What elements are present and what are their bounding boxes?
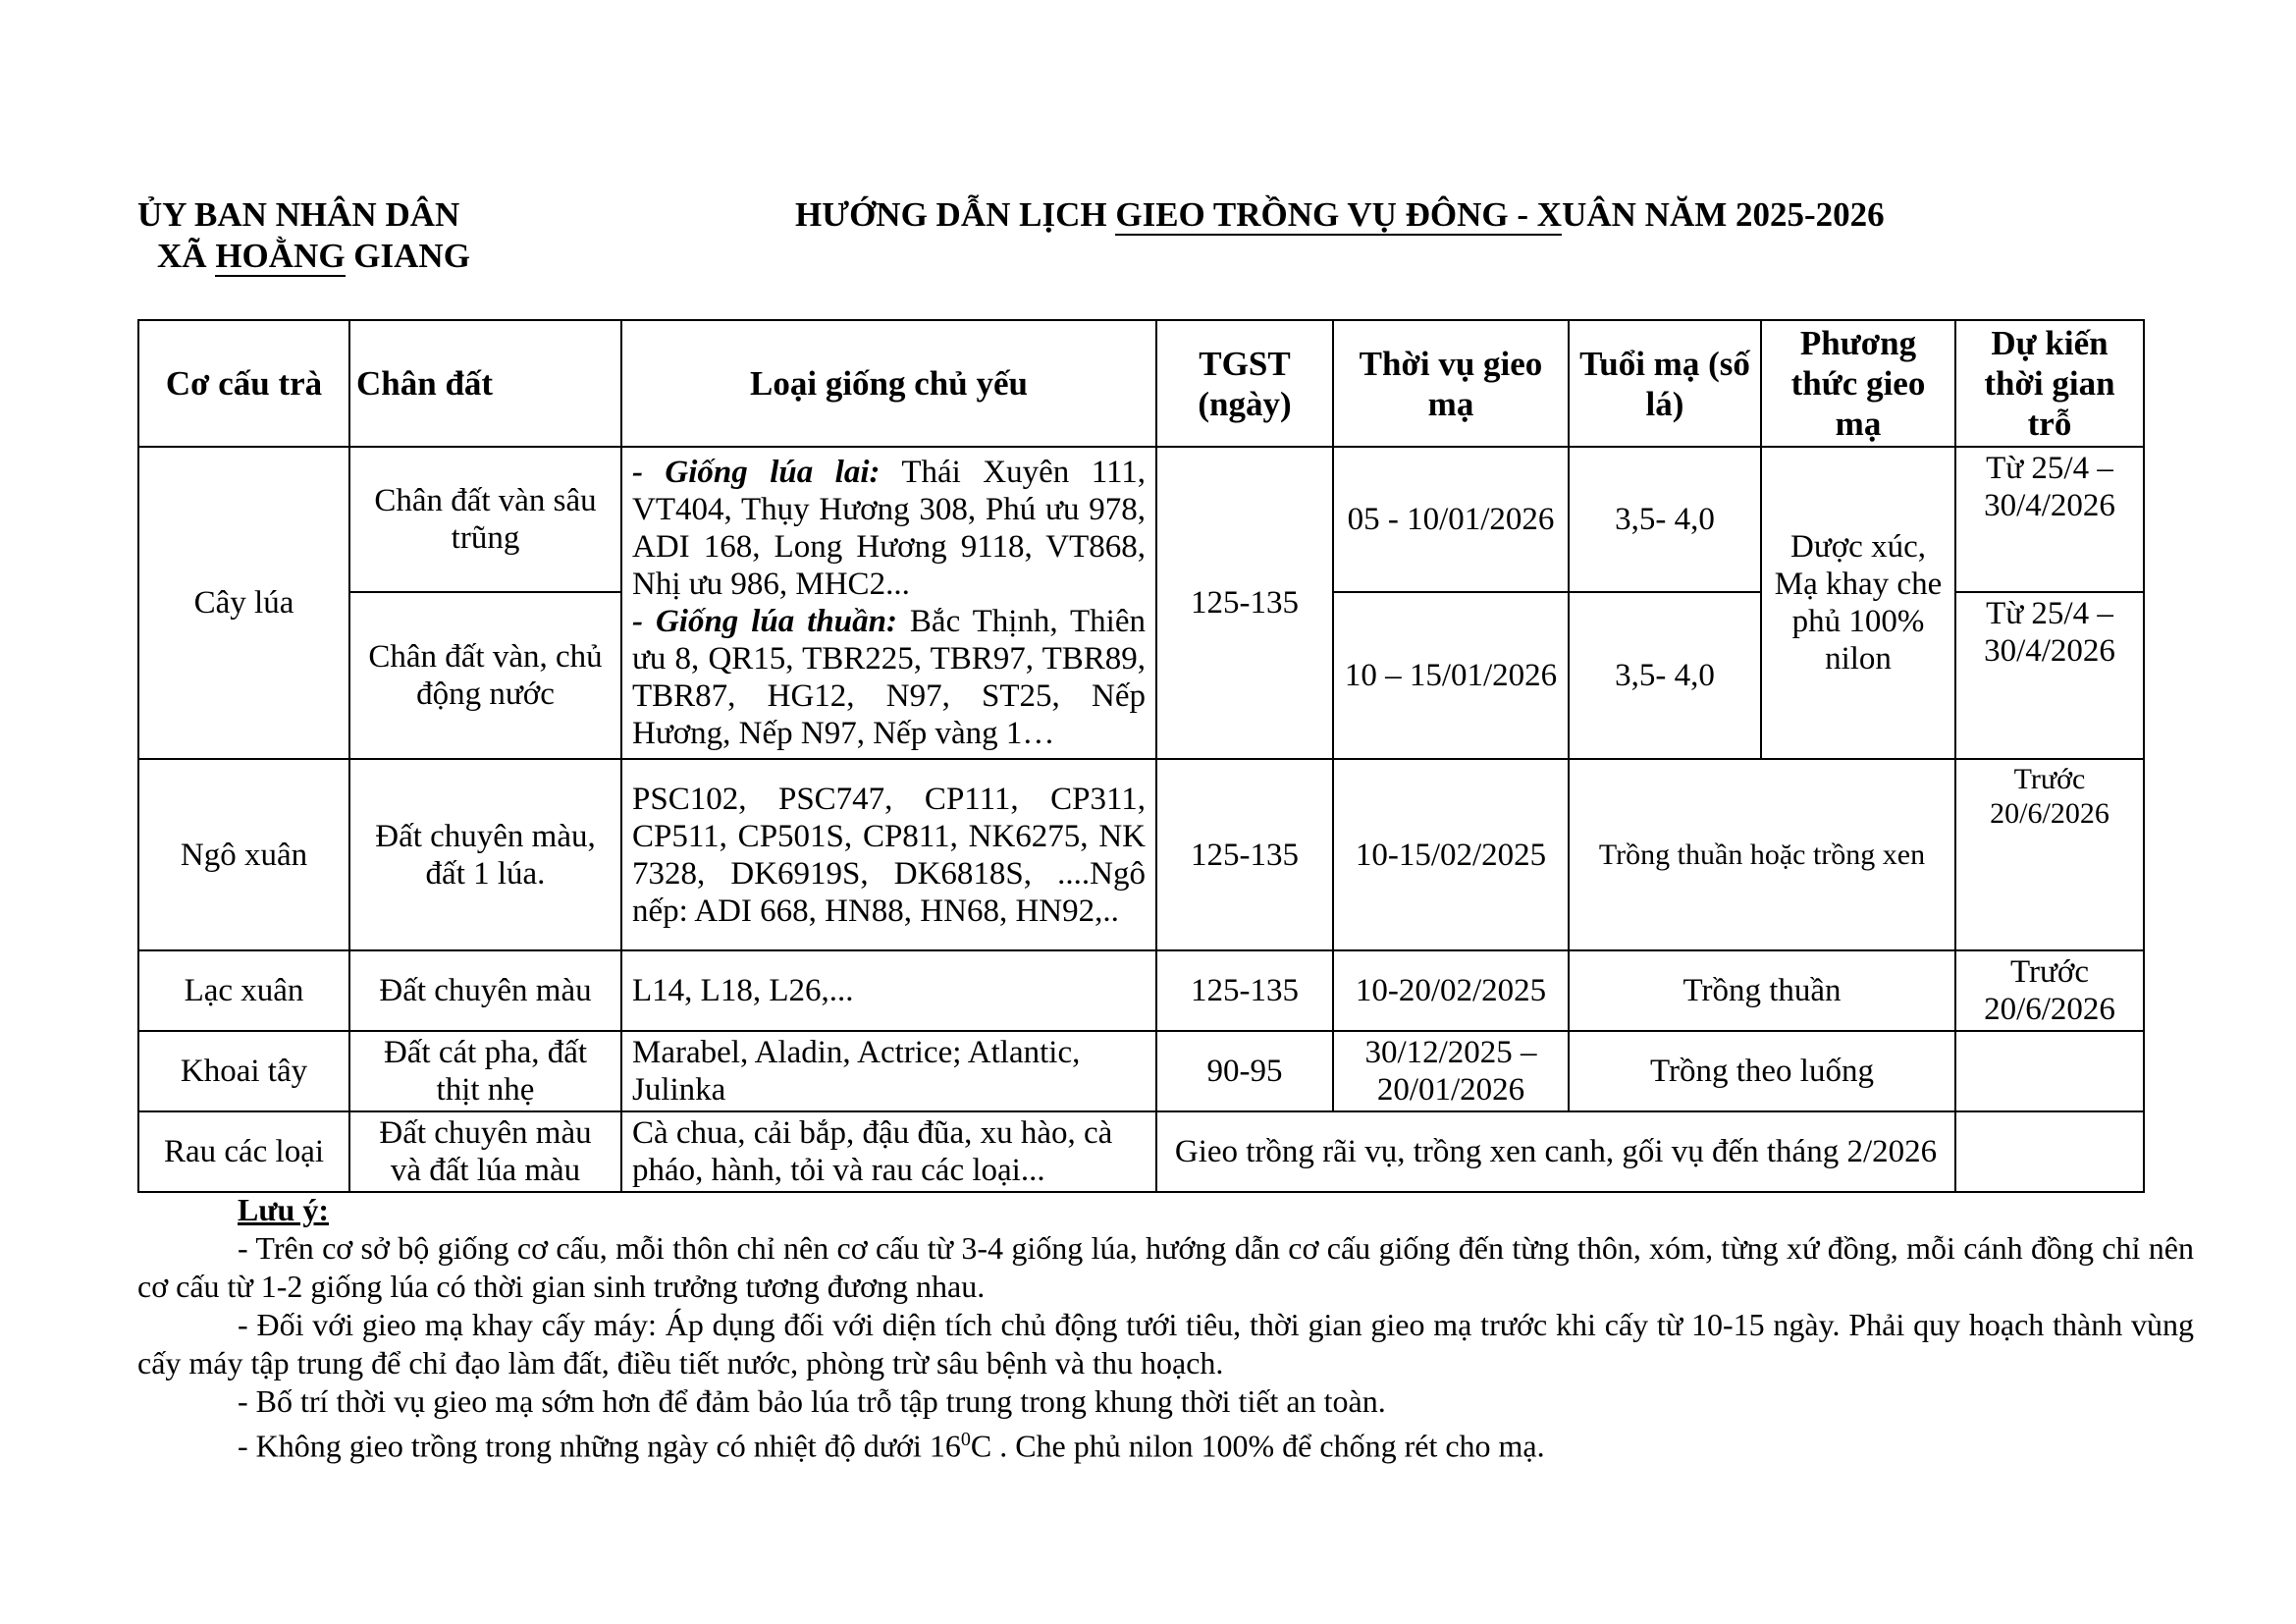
hybrid-list: Thái Xuyên 111, VT404, Thụy Hương 308, Phú ưu 978, ADI 168, Long Hương 9118, VT868, Nhị ưu 986, MHC2...	[632, 455, 1146, 602]
table-row	[138, 1031, 2144, 1111]
tgst-cell: 125-135	[1156, 950, 1333, 1031]
tgst-cell: 125-135	[1156, 447, 1333, 759]
method-cell: Trồng thuần hoặc trồng xen	[1569, 759, 1955, 950]
schedule-cell: Gieo trồng rãi vụ, trồng xen canh, gối vụ đến tháng 2/2026	[1156, 1111, 1955, 1192]
authority-line-2	[137, 236, 510, 277]
notes-section	[137, 1191, 2194, 1466]
col-header-sowing: Thời vụ gieo mạ	[1333, 320, 1569, 447]
col-header-crop: Cơ cấu trà	[138, 320, 349, 447]
seedling-age-cell: 3,5- 4,0	[1569, 592, 1761, 759]
note-item: - Đối với gieo mạ khay cấy máy: Áp dụng đối với diện tích chủ động tưới tiêu, thời gian gieo mạ trước khi cấy từ 10-15 ngày. Phải quy hoạch thành vùng cấy máy tập trung để chỉ đạo làm đất, điều tiết nước, phòng trừ sâu bệnh và thu hoạch.	[137, 1307, 2194, 1380]
sowing-cell: 10 – 15/01/2026	[1333, 592, 1569, 759]
col-header-method: Phương thức gieo mạ	[1761, 320, 1955, 447]
note-last-suffix: C . Che phủ nilon 100% để chống rét cho mạ.	[970, 1428, 1545, 1464]
title-suffix: UÂN NĂM 2025-2026	[1562, 195, 1885, 234]
tgst-cell: 125-135	[1156, 759, 1333, 950]
note-item: - Bố trí thời vụ gieo mạ sớm hơn để đảm bảo lúa trỗ tập trung trong khung thời tiết an toàn.	[238, 1383, 1386, 1419]
authority-suffix: GIANG	[353, 237, 470, 275]
col-header-varieties: Loại giống chủ yếu	[621, 320, 1156, 447]
varieties-cell: Marabel, Aladin, Actrice; Atlantic, Julinka	[621, 1031, 1156, 1111]
crop-cell: Ngô xuân	[138, 759, 349, 950]
varieties-cell: PSC102, PSC747, CP111, CP311, CP511, CP501S, CP811, NK6275, NK 7328, DK6919S, DK6818S, ....Ngô nếp: ADI 668, HN88, HN68, HN92,..	[621, 759, 1156, 950]
authority-underlined: HOẰNG	[215, 237, 346, 275]
varieties-cell: L14, L18, L26,...	[621, 950, 1156, 1031]
varieties-cell	[621, 447, 1156, 759]
land-cell: Chân đất vàn, chủ động nước	[349, 592, 621, 759]
degree-superscript: 0	[960, 1429, 971, 1450]
planting-schedule-table	[137, 319, 2145, 1193]
land-cell: Đất chuyên màu	[349, 950, 621, 1031]
table-row	[138, 447, 2144, 592]
issuing-authority	[137, 194, 510, 277]
method-cell: Trồng theo luống	[1569, 1031, 1955, 1111]
pure-label: - Giống lúa thuần:	[632, 604, 897, 639]
land-cell: Chân đất vàn sâu trũng	[349, 447, 621, 592]
land-cell: Đất chuyên màu, đất 1 lúa.	[349, 759, 621, 950]
crop-cell: Cây lúa	[138, 447, 349, 759]
title-prefix: HƯỚNG DẪN LỊCH	[795, 195, 1107, 234]
pure-list: Bắc Thịnh, Thiên ưu 8, QR15, TBR225, TBR97, TBR89, TBR87, HG12, N97, ST25, Nếp Hương, Nếp N97, Nếp vàng 1…	[632, 604, 1146, 751]
document-title	[795, 194, 1973, 236]
note-last-prefix: - Không gieo trồng trong những ngày có nhiệt độ dưới 16	[238, 1428, 961, 1464]
table-row	[138, 759, 2144, 950]
sowing-cell: 05 - 10/01/2026	[1333, 447, 1569, 592]
sowing-cell: 30/12/2025 – 20/01/2026	[1333, 1031, 1569, 1111]
authority-prefix: XÃ	[157, 237, 207, 275]
seedling-age-cell: 3,5- 4,0	[1569, 447, 1761, 592]
land-cell: Đất cát pha, đất thịt nhẹ	[349, 1031, 621, 1111]
note-item: - Trên cơ sở bộ giống cơ cấu, mỗi thôn chỉ nên cơ cấu từ 3-4 giống lúa, hướng dẫn cơ cấu giống đến từng thôn, xóm, từng xứ đồng, mỗi cánh đồng chỉ nên cơ cấu từ 1-2 giống lúa có thời gian sinh trưởng tương đương nhau.	[137, 1230, 2194, 1304]
notes-heading-text: Lưu ý:	[238, 1192, 329, 1227]
heading-time-cell: Trước 20/6/2026	[1955, 950, 2144, 1031]
land-cell: Đất chuyên màu và đất lúa màu	[349, 1111, 621, 1192]
crop-cell: Khoai tây	[138, 1031, 349, 1111]
varieties-cell: Cà chua, cải bắp, đậu đũa, xu hào, cà pháo, hành, tỏi và rau các loại...	[621, 1111, 1156, 1192]
crop-cell: Lạc xuân	[138, 950, 349, 1031]
heading-time-cell: Từ 25/4 – 30/4/2026	[1955, 592, 2144, 759]
table-row	[138, 950, 2144, 1031]
note-item	[137, 1421, 2194, 1466]
sowing-cell: 10-15/02/2025	[1333, 759, 1569, 950]
heading-time-cell	[1955, 1031, 2144, 1111]
header-row	[138, 320, 2144, 447]
method-cell: Dược xúc, Mạ khay che phủ 100% nilon	[1761, 447, 1955, 759]
heading-time-cell	[1955, 1111, 2144, 1192]
col-header-seedling-age: Tuổi mạ (số lá)	[1569, 320, 1761, 447]
table-row	[138, 1111, 2144, 1192]
tgst-cell: 90-95	[1156, 1031, 1333, 1111]
heading-time-cell: Trước 20/6/2026	[1955, 759, 2144, 950]
crop-cell: Rau các loại	[138, 1111, 349, 1192]
method-cell: Trồng thuần	[1569, 950, 1955, 1031]
col-header-tgst: TGST (ngày)	[1156, 320, 1333, 447]
hybrid-label: - Giống lúa lai:	[632, 455, 881, 490]
heading-time-cell: Từ 25/4 – 30/4/2026	[1955, 447, 2144, 592]
notes-heading	[137, 1191, 2194, 1229]
col-header-heading-time: Dự kiến thời gian trỗ	[1955, 320, 2144, 447]
sowing-cell: 10-20/02/2025	[1333, 950, 1569, 1031]
title-underlined: GIEO TRỒNG VỤ ĐÔNG - X	[1115, 195, 1563, 234]
authority-line-1: ỦY BAN NHÂN DÂN	[137, 195, 460, 234]
col-header-land: Chân đất	[349, 320, 621, 447]
